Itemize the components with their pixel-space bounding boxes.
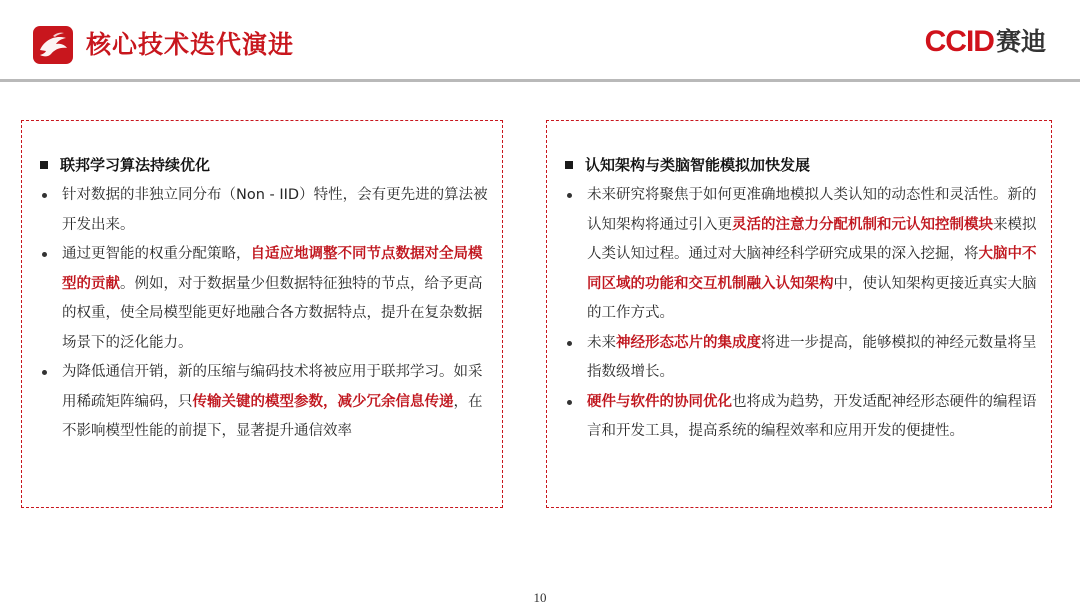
panel-heading (565, 154, 1037, 176)
header-divider (0, 79, 1080, 82)
bullet-text (587, 187, 1037, 321)
list-item (40, 181, 488, 240)
highlighted-text: 灵活的注意力分配机制和元认知控制模块 (732, 216, 993, 233)
bullet-text (587, 394, 1037, 440)
bullet-dot-icon (42, 252, 47, 257)
highlighted-text: 自适应地调整不同节点数据对全局模型的贡献 (62, 246, 483, 292)
ccid-brand-logo (925, 24, 1046, 60)
bullet-text (62, 246, 483, 351)
bird-emblem-icon (33, 26, 73, 64)
text-run: 未来研究将聚焦于如何更准确地模拟人类认知的动态性和灵活性。新的认知架构将通过引入更 (587, 187, 1037, 233)
panel-heading-text: 认知架构与类脑智能模拟加快发展 (585, 156, 811, 174)
list-item (565, 329, 1037, 388)
text-run: ，在不影响模型性能的前提下，显著提升通信效率 (62, 393, 483, 439)
bullet-text (62, 364, 483, 439)
text-run: 通过更智能的权重分配策略， (62, 246, 251, 262)
bullet-dot-icon (567, 341, 572, 346)
bullet-text (62, 187, 488, 233)
list-item (565, 388, 1037, 447)
square-bullet-icon (40, 161, 48, 169)
highlighted-text: 硬件与软件的协同优化 (587, 393, 732, 410)
text-run: 为降低通信开销，新的压缩与编码技术将被应用于联邦学习。如采用稀疏矩阵编码，只 (62, 364, 483, 410)
square-bullet-icon (565, 161, 573, 169)
text-run: 未来 (587, 334, 616, 351)
panel-heading-text: 联邦学习算法持续优化 (60, 156, 211, 174)
highlighted-text: 传输关键的模型参数，减少冗余信息传递 (192, 393, 454, 410)
panel-heading (40, 154, 488, 176)
text-run: 针对数据的非独立同分布（Non - IID）特性，会有更先进的算法被开发出来。 (62, 187, 488, 233)
list-item (565, 181, 1037, 329)
list-item (40, 240, 488, 358)
text-run: 将进一步提高，能够模拟的神经元数量将呈指数级增长。 (587, 334, 1037, 380)
text-run: 也将成为趋势，开发适配神经形态硬件的编程语言和开发工具，提高系统的编程效率和应用开发的便捷性。 (587, 393, 1037, 439)
highlighted-text: 大脑中不同区域的功能和交互机制融入认知架构 (587, 246, 1037, 292)
text-run: 。例如，对于数据量少但数据特征独特的节点，给予更高的权重，使全局模型能更好地融合各方数据特点，提升在复杂数据场景下的泛化能力。 (62, 275, 483, 351)
brand-name-en: CCID (924, 25, 994, 58)
list-item (40, 358, 488, 447)
panel-federated-learning (21, 120, 503, 508)
brand-name-cn: 赛迪 (995, 27, 1046, 56)
page-title: 核心技术迭代演进 (86, 30, 295, 59)
bullet-dot-icon (567, 193, 572, 198)
bullet-dot-icon (567, 400, 572, 405)
slide-header (0, 0, 1080, 82)
highlighted-text: 神经形态芯片的集成度 (616, 334, 761, 351)
panel-cognitive-architecture (546, 120, 1052, 508)
page-number: 10 (533, 590, 547, 605)
bullet-list (40, 181, 488, 447)
bullet-list (565, 181, 1037, 447)
bullet-text (587, 335, 1037, 381)
bullet-dot-icon (42, 193, 47, 198)
text-run: 来模拟人类认知过程。通过对大脑神经科学研究成果的深入挖掘，将 (587, 216, 1037, 262)
bullet-dot-icon (42, 370, 47, 375)
text-run: 中，使认知架构更接近真实大脑的工作方式。 (587, 275, 1037, 321)
